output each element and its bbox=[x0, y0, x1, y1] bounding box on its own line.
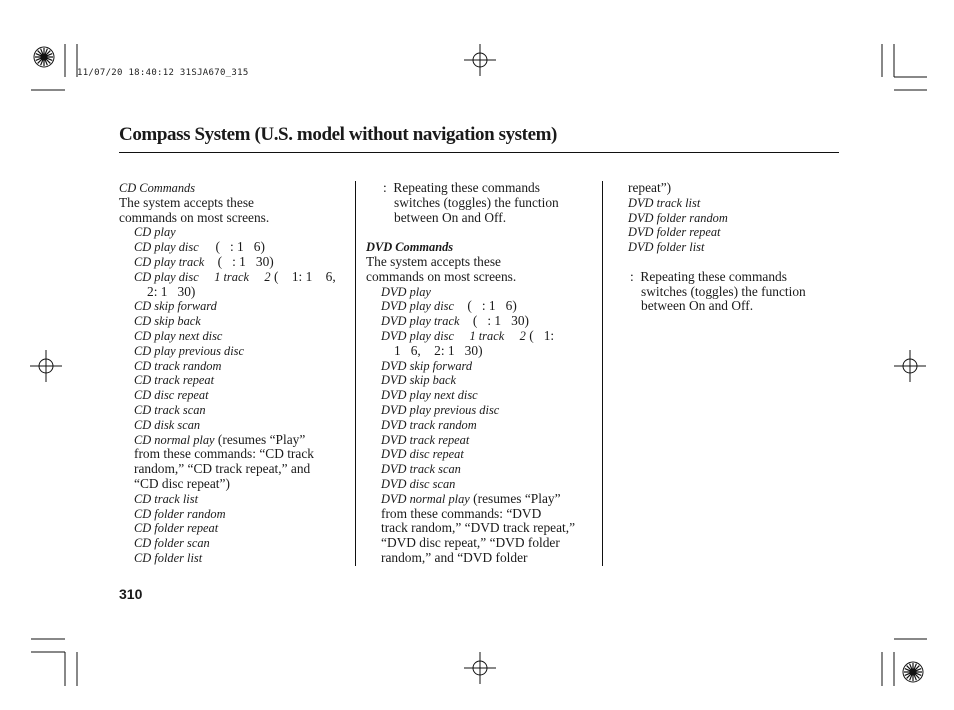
command-name: CD play disc bbox=[134, 240, 199, 255]
print-stamp: 11/07/20 18:40:12 31SJA670_315 bbox=[77, 68, 249, 78]
command-name: CD play next disc bbox=[134, 328, 223, 343]
command-item bbox=[119, 418, 353, 433]
command-detail: ( 1: bbox=[525, 327, 555, 343]
spacer bbox=[613, 255, 843, 270]
toggle-note-line: : Repeating these commands bbox=[630, 268, 787, 284]
page-title: Compass System (U.S. model without navigation system) bbox=[119, 124, 557, 145]
toggle-note-line: switches (toggles) the function bbox=[394, 194, 559, 210]
command-name: DVD track scan bbox=[381, 462, 461, 477]
command-item bbox=[366, 314, 600, 329]
normal-play-note: random,” and “DVD folder bbox=[381, 549, 528, 565]
command-item bbox=[366, 462, 600, 477]
command-name: DVD folder repeat bbox=[628, 225, 721, 240]
command-detail: (resumes “Play” bbox=[214, 431, 306, 447]
normal-play-note-end: repeat”) bbox=[628, 180, 672, 195]
command-name: DVD play next disc bbox=[381, 388, 478, 403]
normal-play-note: “CD disc repeat”) bbox=[134, 475, 230, 491]
command-item bbox=[366, 447, 600, 462]
command-name: CD play previous disc bbox=[134, 343, 245, 358]
intro-line: commands on most screens. bbox=[119, 209, 270, 225]
command-detail: ( : 1 6) bbox=[198, 239, 265, 255]
command-item bbox=[366, 433, 600, 448]
command-name: DVD disc repeat bbox=[381, 447, 464, 462]
command-item bbox=[366, 359, 600, 374]
column-divider-2 bbox=[602, 181, 603, 566]
command-item bbox=[119, 299, 353, 314]
crosshair-mark-right bbox=[894, 350, 926, 382]
command-name: CD disk scan bbox=[134, 417, 201, 432]
column-divider-1 bbox=[355, 181, 356, 566]
column-cd-commands bbox=[119, 181, 353, 566]
command-item bbox=[613, 240, 843, 255]
crosshair-mark-left bbox=[30, 350, 62, 382]
starburst-mark-top-left bbox=[34, 47, 54, 67]
page-number: 310 bbox=[119, 586, 143, 602]
command-detail: ( : 1 30) bbox=[204, 253, 274, 269]
command-detail: ( 1: 1 6, bbox=[270, 268, 336, 284]
command-item bbox=[366, 285, 600, 300]
dvd-folder-command-list bbox=[613, 196, 843, 255]
command-item bbox=[119, 373, 353, 388]
command-detail: 1 6, 2: 1 30) bbox=[394, 342, 483, 358]
command-item bbox=[119, 536, 353, 551]
command-name: CD play disc 1 track 2 bbox=[134, 269, 271, 284]
command-item bbox=[119, 329, 353, 344]
command-detail: ( : 1 30) bbox=[459, 313, 530, 329]
title-rule bbox=[119, 152, 839, 153]
command-name: DVD play disc 1 track 2 bbox=[381, 328, 526, 343]
dvd-command-list bbox=[366, 285, 600, 507]
command-item bbox=[119, 255, 353, 270]
command-name: DVD disc scan bbox=[381, 476, 456, 491]
command-name: DVD skip forward bbox=[381, 358, 473, 373]
command-item bbox=[366, 299, 600, 314]
toggle-note-line: : Repeating these commands bbox=[383, 180, 540, 195]
command-item bbox=[366, 403, 600, 418]
intro-line: The system accepts these bbox=[119, 194, 254, 210]
command-item bbox=[119, 225, 353, 240]
command-item bbox=[366, 373, 600, 388]
command-name: DVD normal play bbox=[381, 491, 470, 506]
command-name: CD track list bbox=[134, 491, 199, 506]
command-item bbox=[119, 270, 353, 285]
command-item bbox=[366, 344, 600, 359]
command-name: CD folder list bbox=[134, 550, 203, 565]
command-item bbox=[366, 492, 600, 507]
command-item bbox=[119, 314, 353, 329]
command-name: DVD folder list bbox=[628, 240, 705, 255]
command-name: DVD play bbox=[381, 284, 431, 299]
command-item bbox=[613, 196, 843, 211]
command-item bbox=[366, 329, 600, 344]
command-name: DVD play disc bbox=[381, 299, 454, 314]
starburst-mark-bottom-right bbox=[903, 662, 923, 682]
normal-play-note: from these commands: “CD track bbox=[134, 446, 314, 462]
command-item bbox=[613, 225, 843, 240]
command-item bbox=[613, 211, 843, 226]
cd-command-list bbox=[119, 225, 353, 447]
dvd-commands-heading: DVD Commands bbox=[366, 240, 454, 255]
command-name: CD skip back bbox=[134, 314, 201, 329]
command-item bbox=[119, 359, 353, 374]
command-name: CD track repeat bbox=[134, 373, 215, 388]
command-name: DVD folder random bbox=[628, 210, 728, 225]
command-name: DVD track list bbox=[628, 195, 701, 210]
crosshair-mark-top bbox=[464, 44, 496, 76]
command-item bbox=[119, 403, 353, 418]
cd-commands-heading: CD Commands bbox=[119, 181, 196, 195]
command-name: CD play track bbox=[134, 254, 205, 269]
command-name: DVD play previous disc bbox=[381, 402, 500, 417]
command-name: DVD track random bbox=[381, 417, 477, 432]
command-item bbox=[366, 477, 600, 492]
command-name: CD skip forward bbox=[134, 299, 217, 314]
command-detail: 2: 1 30) bbox=[147, 283, 196, 299]
command-name: CD play bbox=[134, 225, 176, 240]
command-item bbox=[119, 285, 353, 300]
normal-play-note: “DVD disc repeat,” “DVD folder bbox=[381, 535, 560, 551]
cd-folder-command-list bbox=[119, 492, 353, 566]
command-name: DVD skip back bbox=[381, 373, 457, 388]
command-name: DVD play track bbox=[381, 314, 460, 329]
command-name: CD normal play bbox=[134, 432, 215, 447]
column-dvd-continued bbox=[613, 181, 843, 314]
command-name: CD track random bbox=[134, 358, 222, 373]
crosshair-mark-bottom bbox=[464, 652, 496, 684]
command-item bbox=[119, 344, 353, 359]
command-detail: (resumes “Play” bbox=[469, 490, 561, 506]
normal-play-note: from these commands: “DVD bbox=[381, 505, 542, 521]
command-name: CD track scan bbox=[134, 402, 206, 417]
intro-line: The system accepts these bbox=[366, 253, 501, 269]
command-item bbox=[119, 433, 353, 448]
command-name: CD folder repeat bbox=[134, 521, 219, 536]
command-item bbox=[366, 418, 600, 433]
command-item bbox=[119, 507, 353, 522]
command-name: DVD track repeat bbox=[381, 432, 470, 447]
toggle-note-line: between On and Off. bbox=[394, 209, 507, 225]
command-item bbox=[119, 388, 353, 403]
command-name: CD disc repeat bbox=[134, 388, 209, 403]
intro-line: commands on most screens. bbox=[366, 268, 517, 284]
command-item bbox=[366, 388, 600, 403]
spacer bbox=[366, 225, 600, 240]
toggle-note-line: switches (toggles) the function bbox=[641, 283, 806, 299]
normal-play-note: track random,” “DVD track repeat,” bbox=[381, 520, 576, 536]
command-item bbox=[119, 492, 353, 507]
command-item bbox=[119, 551, 353, 566]
toggle-note-line: between On and Off. bbox=[641, 298, 754, 314]
command-item bbox=[119, 240, 353, 255]
normal-play-note: random,” “CD track repeat,” and bbox=[134, 461, 311, 477]
command-item bbox=[119, 521, 353, 536]
command-detail: ( : 1 6) bbox=[453, 298, 517, 314]
column-dvd-commands bbox=[366, 181, 600, 566]
command-name: CD folder scan bbox=[134, 536, 210, 551]
command-name: CD folder random bbox=[134, 506, 226, 521]
